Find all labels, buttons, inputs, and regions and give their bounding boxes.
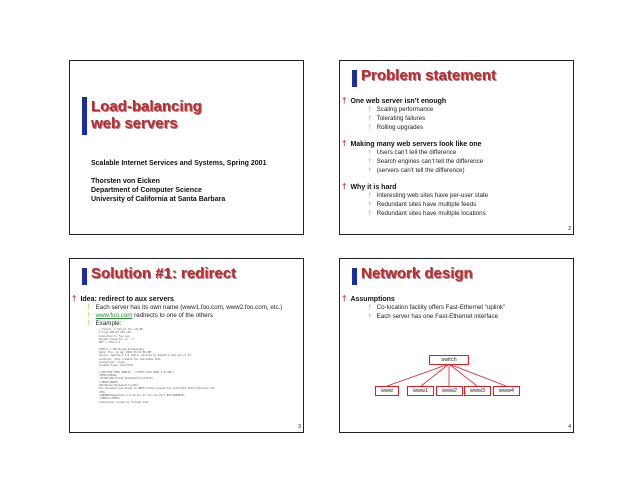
accent-bar bbox=[82, 97, 87, 135]
slide-1[interactable] bbox=[69, 60, 304, 235]
server-node: www3 bbox=[464, 386, 491, 396]
dagger-icon: † bbox=[342, 139, 347, 148]
sub-bullet bbox=[368, 210, 486, 217]
dagger-icon: † bbox=[72, 294, 77, 303]
title-line-2: web servers bbox=[91, 115, 178, 132]
slide-3[interactable] bbox=[69, 258, 304, 433]
sub-bullet-text: Each server has its own name (www1.foo.com, www2.foo.com, etc.) bbox=[95, 304, 283, 311]
server-node: www1 bbox=[407, 386, 434, 396]
sub-bullet bbox=[368, 192, 488, 199]
slide3-title: Solution #1: redirect bbox=[91, 265, 237, 282]
sub-bullet bbox=[87, 312, 213, 319]
sub-bullet-text: Each server has one Fast-Ethernet interface bbox=[376, 313, 499, 320]
bullet-text: Assumptions bbox=[350, 296, 395, 303]
sub-bullet bbox=[87, 320, 121, 327]
sub-bullet bbox=[368, 115, 425, 122]
dagger-icon: † bbox=[368, 313, 372, 320]
bullet bbox=[342, 139, 482, 148]
page-number: 3 bbox=[298, 424, 301, 430]
sub-bullet-text: Users can’t tell the difference bbox=[376, 149, 457, 156]
dagger-icon: † bbox=[368, 124, 372, 131]
page-number: 2 bbox=[568, 226, 571, 232]
bullet bbox=[72, 294, 174, 303]
department: Department of Computer Science bbox=[91, 187, 202, 194]
sub-bullet-text: Tolerating failures bbox=[376, 115, 426, 122]
slide4-title: Network design bbox=[361, 265, 473, 282]
bullet-text: Idea: redirect to aux servers bbox=[80, 296, 174, 303]
page-number: 4 bbox=[568, 424, 571, 430]
dagger-icon: † bbox=[368, 115, 372, 122]
bullet bbox=[342, 182, 396, 191]
dagger-icon: † bbox=[87, 304, 91, 311]
slide2-title: Problem statement bbox=[361, 67, 497, 84]
sub-bullet-text: Interesting web sites have per-user state bbox=[376, 192, 489, 199]
network-lines bbox=[340, 259, 574, 433]
sub-bullet-text: Search engines can’t tell the difference bbox=[376, 158, 484, 165]
bullet bbox=[342, 96, 446, 105]
title-line-1: Load-balancing bbox=[91, 98, 202, 115]
dagger-icon: † bbox=[368, 167, 372, 174]
server-node: www2 bbox=[436, 386, 463, 396]
slide-2[interactable] bbox=[339, 60, 574, 235]
university: University of California at Santa Barbara bbox=[91, 196, 226, 203]
dagger-icon: † bbox=[368, 192, 372, 199]
sub-bullet-text: Example: bbox=[95, 320, 122, 327]
sub-bullet bbox=[368, 124, 423, 131]
server-node: www bbox=[375, 386, 399, 396]
switch-node: switch bbox=[429, 355, 469, 365]
sub-bullet-text: redirects to one of the others bbox=[132, 312, 213, 319]
sub-bullet bbox=[87, 304, 282, 311]
sub-bullet-text: Redundant sites have multiple feeds bbox=[376, 201, 477, 208]
sub-bullet-text: Scaling performance bbox=[376, 106, 434, 113]
url-link[interactable]: www.foo.com bbox=[95, 312, 133, 319]
dagger-icon: † bbox=[368, 106, 372, 113]
sub-bullet-text: (servers can’t tell the difference) bbox=[376, 167, 465, 174]
dagger-icon: † bbox=[368, 304, 372, 311]
dagger-icon: † bbox=[368, 158, 372, 165]
sub-bullet bbox=[368, 149, 456, 156]
dagger-icon: † bbox=[342, 182, 347, 191]
author-name: Thorsten von Eicken bbox=[91, 178, 160, 185]
bullet-text: Making many web servers look like one bbox=[350, 141, 482, 148]
sub-bullet bbox=[368, 201, 476, 208]
slide1-title bbox=[91, 98, 202, 132]
accent-bar bbox=[352, 70, 357, 87]
sub-bullet bbox=[368, 158, 483, 165]
sub-bullet bbox=[368, 167, 465, 174]
sub-bullet-text: Redundant sites have multiple locations bbox=[376, 210, 486, 217]
dagger-icon: † bbox=[342, 96, 347, 105]
dagger-icon: † bbox=[87, 312, 91, 319]
sub-bullet-text: Rolling upgrades bbox=[376, 124, 424, 131]
course-name: Scalable Internet Services and Systems, Spring 2001 bbox=[91, 160, 267, 167]
slide-4[interactable] bbox=[339, 258, 574, 433]
dagger-icon: † bbox=[342, 294, 347, 303]
dagger-icon: † bbox=[87, 320, 91, 327]
dagger-icon: † bbox=[368, 149, 372, 156]
bullet-text: Why it is hard bbox=[350, 184, 397, 191]
http-transcript: > telnet -l telnet foo.com 80 Trying 128.83.104.139... Connected to foo.com. Escape character is '^]'. GET / http/1.0 HTTP/1.1 302 Moved Permanently Date: Thu, 12 Apr 2001 06:21:08 GMT Server: Apache/1.3.9 (Unix) secured by Sweetl.0 mod_perl/1.21 Location: http://www12.foo.com/index.html Connection: close Content-Type: text/html <!DOCTYPE HTML PUBLIC "-//IETF//DTD HTML 2.0//EN"> <HTML><HEAD> <TITLE>302 Moved Permanently</TITLE> </HEAD><BODY> <H1>Moved Permanently</H1> The document has moved <A HREF="http://www12.foo.com/index.html">here</A>.<P> <HR> <ADDRESS>Apache/1.3.9 Server at foo.com Port 80</ADDRESS> </BODY></HTML> Connection closed by foreign host. bbox=[99, 328, 215, 404]
sub-bullet bbox=[368, 106, 433, 113]
accent-bar bbox=[82, 268, 87, 285]
bullet-text: One web server isn’t enough bbox=[350, 98, 447, 105]
sub-bullet-text: Co-location facility offers Fast-Ethernet “uplink” bbox=[376, 304, 506, 311]
server-node: www4 bbox=[493, 386, 520, 396]
dagger-icon: † bbox=[368, 210, 372, 217]
dagger-icon: † bbox=[368, 201, 372, 208]
